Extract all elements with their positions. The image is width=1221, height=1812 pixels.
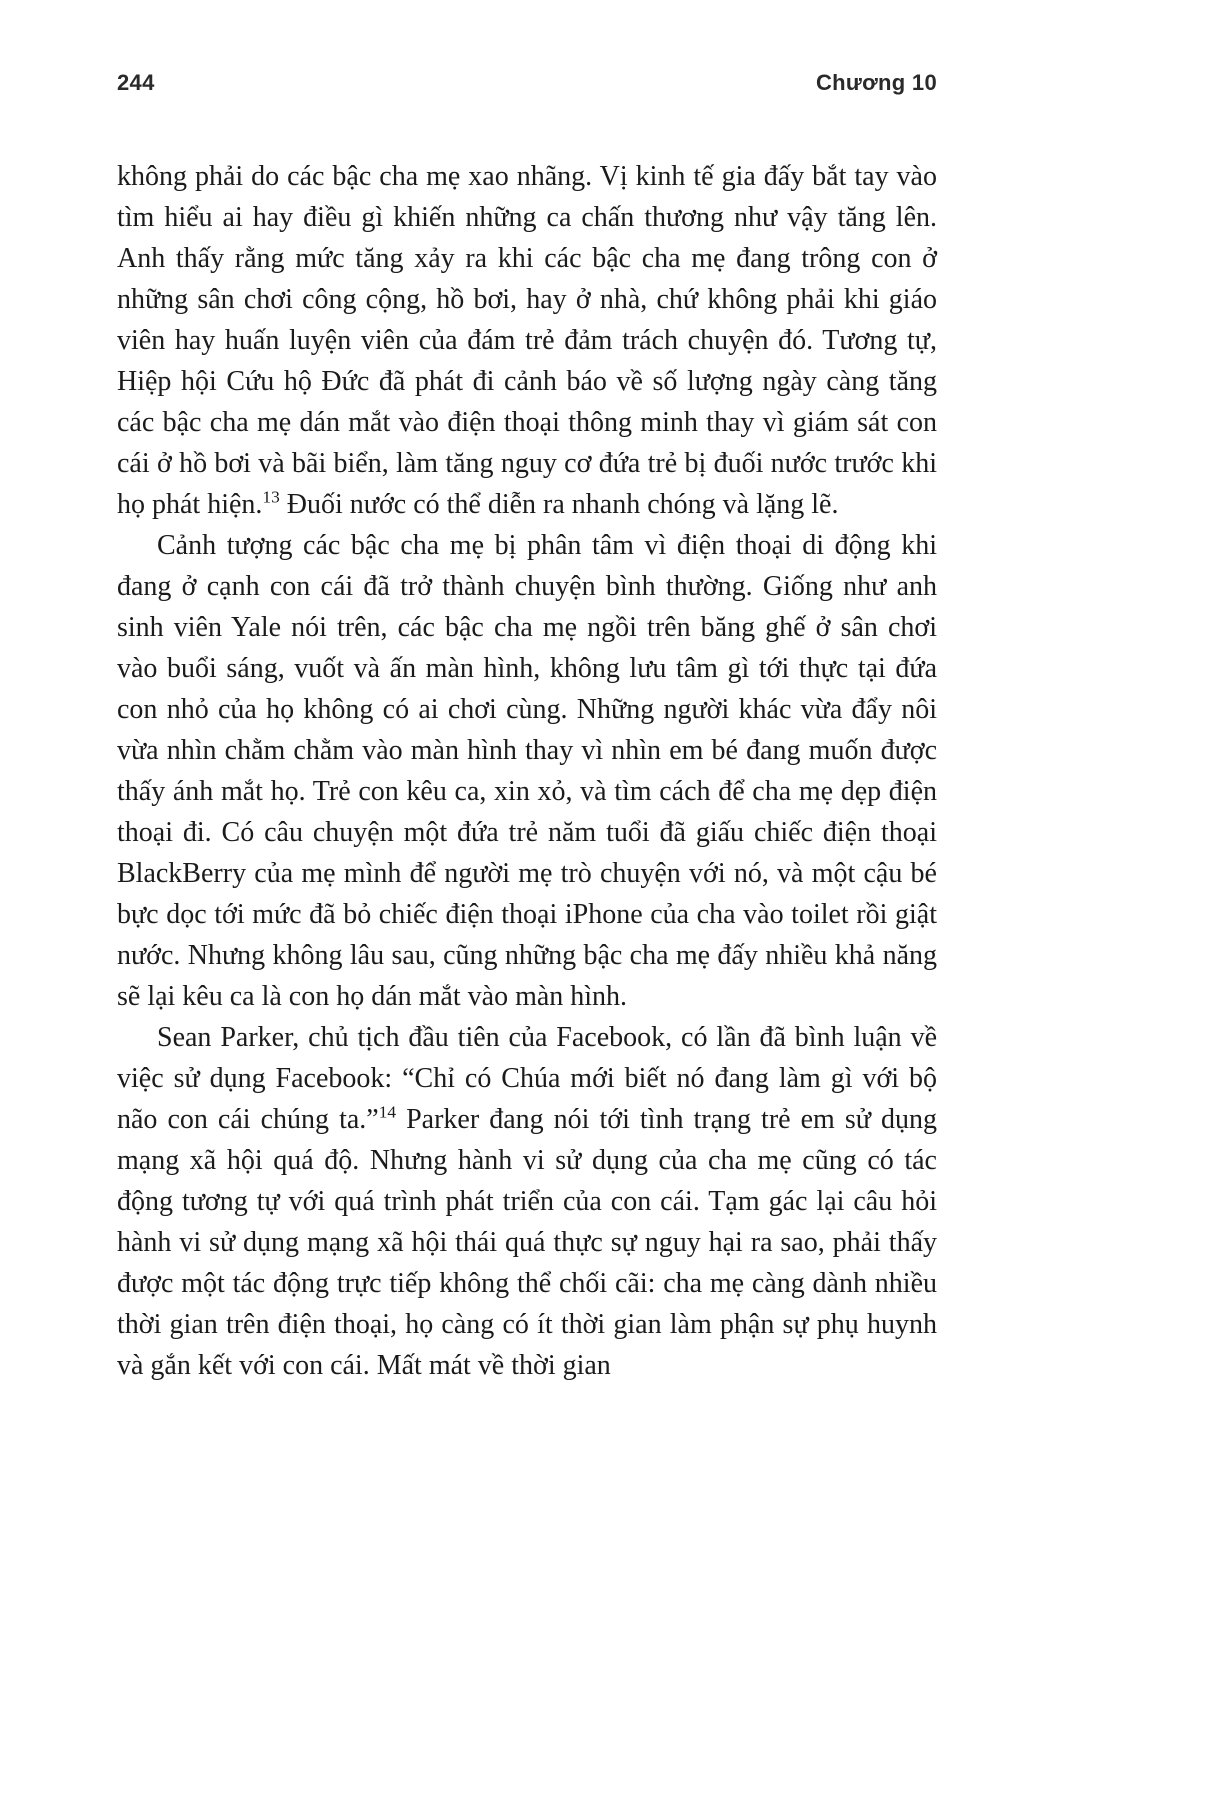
paragraph-text: không phải do các bậc cha mẹ xao nhãng. Vị kinh tế gia đấy bắt tay vào tìm hiểu ai hay điều gì khiến những ca chấn thương như vậy tăng lên. Anh thấy rằng mức tăng xảy ra khi các bậc cha mẹ đang trông con ở những sân chơi công cộng, hồ bơi, hay ở nhà, chứ không phải khi giáo viên hay huấn luyện viên của đám trẻ đảm trách chuyện đó. Tương tự, Hiệp hội Cứu hộ Đức đã phát đi cảnh báo về số lượng ngày càng tăng các bậc cha mẹ dán mắt vào điện thoại thông minh thay vì giám sát con cái ở hồ bơi và bãi biển, làm tăng nguy cơ đứa trẻ bị đuối nước trước khi họ phát hiện. <box>117 161 937 520</box>
footnote-ref-14: 14 <box>378 1102 397 1122</box>
page-number: 244 <box>117 70 155 95</box>
page-body <box>117 156 937 1386</box>
paragraph-text: Cảnh tượng các bậc cha mẹ bị phân tâm vì điện thoại di động khi đang ở cạnh con cái đã trở thành chuyện bình thường. Giống như anh sinh viên Yale nói trên, các bậc cha mẹ ngồi trên băng ghế ở sân chơi vào buổi sáng, vuốt và ấn màn hình, không lưu tâm gì tới thực tại đứa con nhỏ của họ không có ai chơi cùng. Những người khác vừa đẩy nôi vừa nhìn chằm chằm vào màn hình thay vì nhìn em bé đang muốn được thấy ánh mắt họ. Trẻ con kêu ca, xin xỏ, và tìm cách để cha mẹ dẹp điện thoại đi. Có câu chuyện một đứa trẻ năm tuổi đã giấu chiếc điện thoại BlackBerry của mẹ mình để người mẹ trò chuyện với nó, và một cậu bé bực dọc tới mức đã bỏ chiếc điện thoại iPhone của cha vào toilet rồi giật nước. Nhưng không lâu sau, cũng những bậc cha mẹ đấy nhiều khả năng sẽ lại kêu ca là con họ dán mắt vào màn hình. <box>117 530 937 1012</box>
paragraph-text: Parker đang nói tới tình trạng trẻ em sử dụng mạng xã hội quá độ. Nhưng hành vi sử dụng của cha mẹ cũng có tác động tương tự với quá trình phát triển của con cái. Tạm gác lại câu hỏi hành vi sử dụng mạng xã hội thái quá thực sự nguy hại ra sao, phải thấy được một tác động trực tiếp không thể chối cãi: cha mẹ càng dành nhiều thời gian trên điện thoại, họ càng có ít thời gian làm phận sự phụ huynh và gắn kết với con cái. Mất mát về thời gian <box>117 1104 937 1381</box>
paragraph-3 <box>117 1017 937 1386</box>
chapter-header: Chương 10 <box>815 70 937 95</box>
paragraph-text: Sean Parker, chủ tịch đầu tiên của Facebook, có lần đã bình luận về việc sử dụng Facebook: “Chỉ có Chúa mới biết nó đang làm gì với bộ não con cái chúng ta.” <box>117 1022 937 1135</box>
paragraph-text: Đuối nước có thể diễn ra nhanh chóng và lặng lẽ. <box>279 489 839 520</box>
paragraph-1 <box>117 156 937 525</box>
footnote-ref-13: 13 <box>262 487 280 507</box>
running-header <box>117 70 937 96</box>
paragraph-2 <box>117 525 937 1017</box>
